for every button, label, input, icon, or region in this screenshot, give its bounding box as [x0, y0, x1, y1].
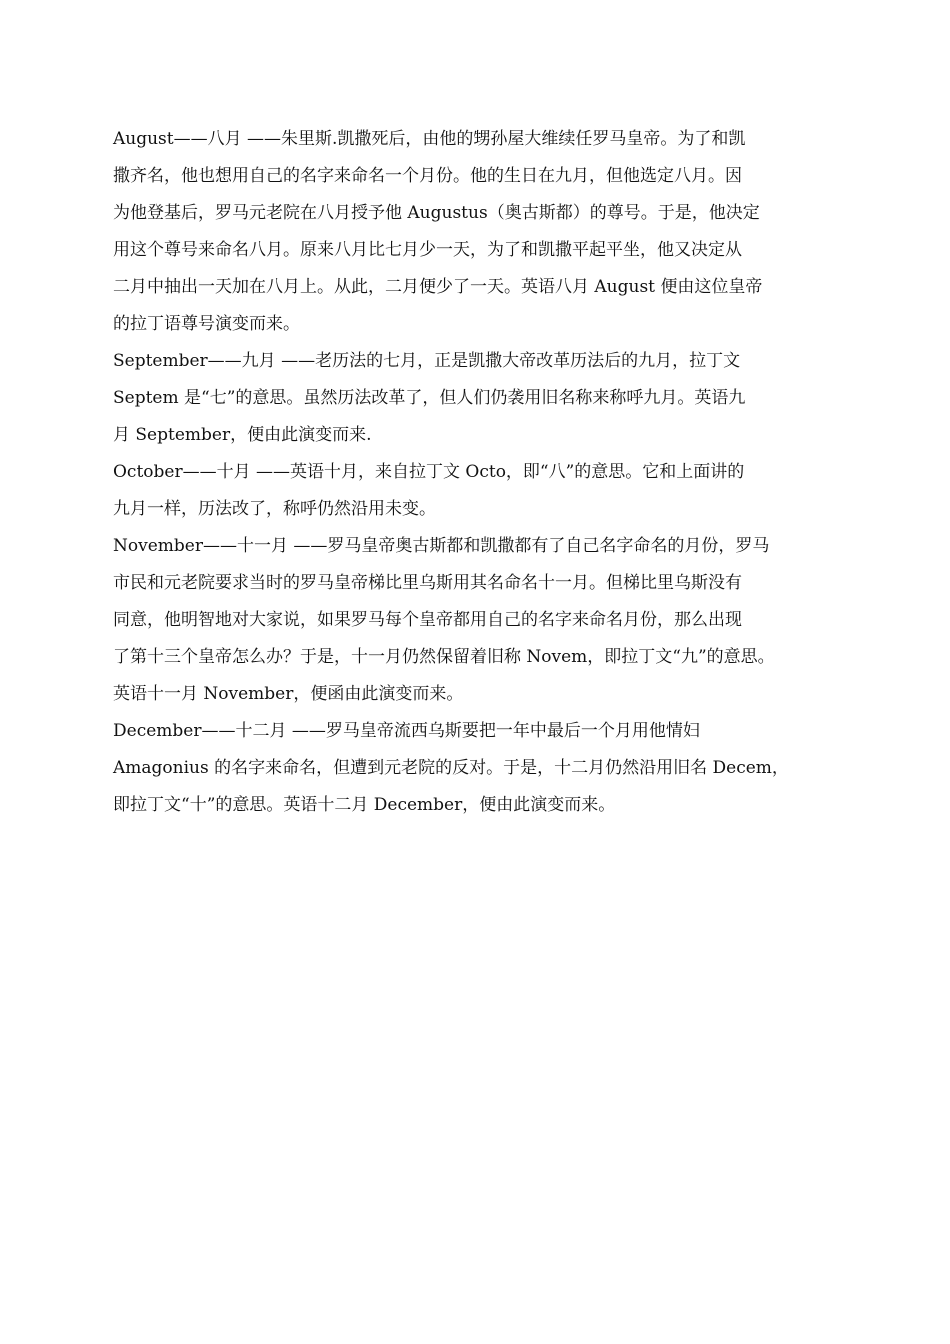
text-line: 为他登基后，罗马元老院在八月授予他 Augustus（奥古斯都）的尊号。于是，他决定	[113, 203, 760, 223]
text-line: November——十一月 ——罗马皇帝奥古斯都和凯撒都有了自己名字命名的月份，罗马	[113, 536, 770, 556]
text-line: 二月中抽出一天加在八月上。从此，二月便少了一天。英语八月 August 便由这位皇帝	[113, 277, 763, 297]
text-line: August——八月 ——朱里斯.凯撒死后，由他的甥孙屋大维续任罗马皇帝。为了和凯	[113, 129, 746, 149]
text-line: Amagonius 的名字来命名，但遭到元老院的反对。于是，十二月仍然沿用旧名 Decem，	[113, 758, 789, 778]
text-line: Septem 是“七”的意思。虽然历法改革了，但人们仍袭用旧名称来称呼九月。英语九	[113, 388, 746, 408]
text-line: 月 September，便由此演变而来.	[113, 425, 372, 445]
text-line: 了第十三个皇帝怎么办？于是，十一月仍然保留着旧称 Novem，即拉丁文“九”的意思。	[113, 647, 775, 667]
text-line: September——九月 ——老历法的七月，正是凯撒大帝改革历法后的九月，拉丁文	[113, 351, 741, 371]
text-line: 英语十一月 November，便函由此演变而来。	[113, 684, 464, 704]
text-line: 市民和元老院要求当时的罗马皇帝梯比里乌斯用其名命名十一月。但梯比里乌斯没有	[113, 573, 742, 593]
text-line: 用这个尊号来命名八月。原来八月比七月少一天，为了和凯撒平起平坐，他又决定从	[113, 240, 742, 260]
text-line: 同意，他明智地对大家说，如果罗马每个皇帝都用自己的名字来命名月份，那么出现	[113, 610, 742, 630]
text-line: 撒齐名，他也想用自己的名字来命名一个月份。他的生日在九月，但他选定八月。因	[113, 166, 742, 186]
text-line: 的拉丁语尊号演变而来。	[113, 314, 300, 334]
text-line: October——十月 ——英语十月，来自拉丁文 Octo，即“八”的意思。它和上面讲的	[113, 462, 745, 482]
document-body	[113, 121, 873, 824]
text-line: 即拉丁文“十”的意思。英语十二月 December，便由此演变而来。	[113, 795, 616, 815]
text-line: 九月一样，历法改了，称呼仍然沿用未变。	[113, 499, 436, 519]
text-line: December——十二月 ——罗马皇帝流西乌斯要把一年中最后一个月用他情妇	[113, 721, 700, 741]
